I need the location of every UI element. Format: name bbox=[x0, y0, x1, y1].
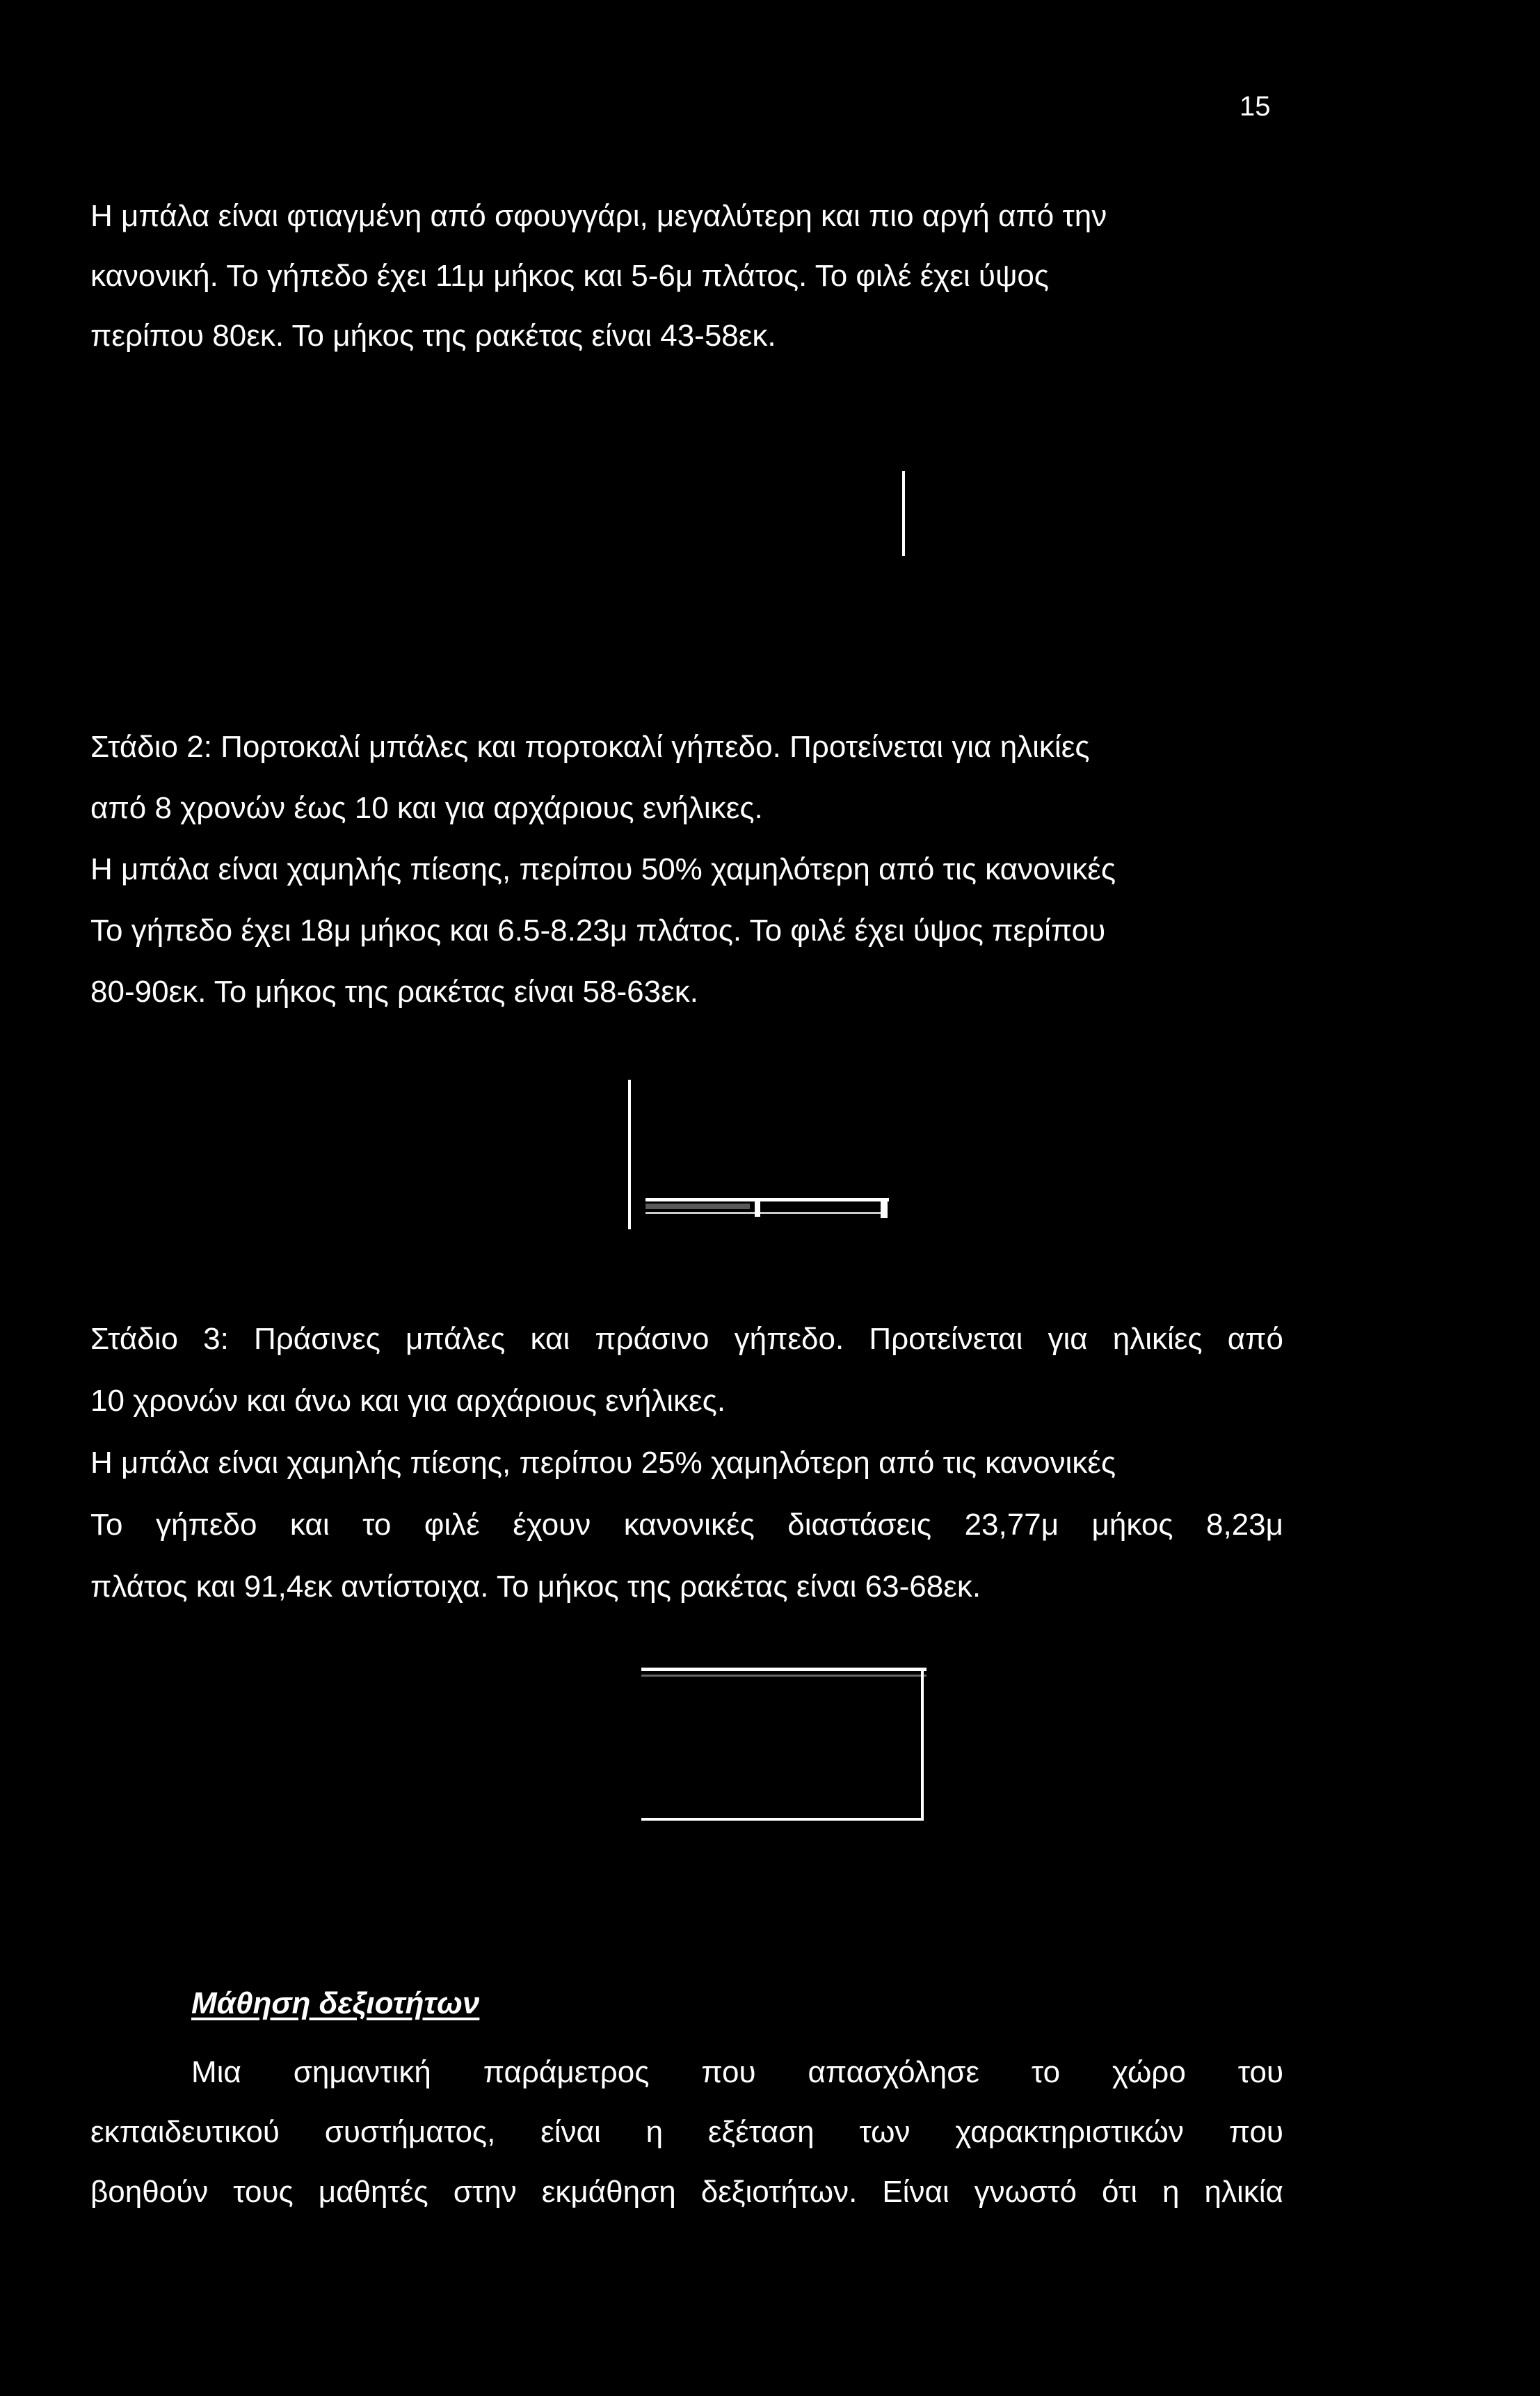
text-line: Η μπάλα είναι φτιαγμένη από σφουγγάρι, μεγαλύτερη και πιο αργή από την bbox=[90, 199, 1107, 233]
figure-line bbox=[641, 1818, 924, 1821]
text-line: Μια σημαντική παράμετρος που απασχόλησε το χώρο του bbox=[191, 2055, 1283, 2089]
text-line: 80-90εκ. Το μήκος της ρακέτας είναι 58-63εκ. bbox=[90, 975, 698, 1009]
figure-line bbox=[641, 1668, 927, 1671]
section-heading: Μάθηση δεξιοτήτων bbox=[191, 1986, 480, 2020]
text-line: εκπαιδευτικού συστήματος, είναι η εξέταση των χαρακτηριστικών που bbox=[90, 2115, 1283, 2149]
figure-line bbox=[645, 1212, 882, 1214]
text-line: Η μπάλα είναι χαμηλής πίεσης, περίπου 50% χαμηλότερη από τις κανονικές bbox=[90, 852, 1116, 886]
text-line: Στάδιο 3: Πράσινες μπάλες και πράσινο γήπεδο. Προτείνεται για ηλικίες από bbox=[90, 1322, 1283, 1356]
figure-line bbox=[755, 1201, 760, 1217]
figure-line bbox=[645, 1204, 750, 1209]
text-line: Η μπάλα είναι χαμηλής πίεσης, περίπου 25% χαμηλότερη από τις κανονικές bbox=[90, 1446, 1116, 1480]
text-line: βοηθούν τους μαθητές στην εκμάθηση δεξιοτήτων. Είναι γνωστό ότι η ηλικία bbox=[90, 2175, 1283, 2209]
stage-2-paragraph bbox=[90, 717, 1283, 1023]
figure-line bbox=[645, 1198, 889, 1201]
figure-stage-2 bbox=[619, 1071, 897, 1235]
figure-line bbox=[881, 1201, 888, 1218]
stage-3-paragraph bbox=[90, 1308, 1283, 1618]
figure-stage-3 bbox=[633, 1659, 932, 1826]
learning-paragraph bbox=[90, 2043, 1283, 2222]
stage-1-paragraph bbox=[90, 186, 1283, 366]
figure-line bbox=[921, 1668, 924, 1821]
text-line: περίπου 80εκ. Το μήκος της ρακέτας είναι 43-58εκ. bbox=[90, 319, 776, 353]
text-line: Το γήπεδο έχει 18μ μήκος και 6.5-8.23μ πλάτος. Το φιλέ έχει ύψος περίπου bbox=[90, 913, 1106, 948]
figure-line bbox=[628, 1080, 631, 1229]
figure-line bbox=[641, 1675, 927, 1677]
text-line: κανονική. Το γήπεδο έχει 11μ μήκος και 5-6μ πλάτος. Το φιλέ έχει ύψος bbox=[90, 259, 1050, 293]
text-line: Στάδιο 2: Πορτοκαλί μπάλες και πορτοκαλί γήπεδο. Προτείνεται για ηλικίες bbox=[90, 730, 1090, 764]
text-line: από 8 χρονών έως 10 και για αρχάριους ενήλικες. bbox=[90, 791, 763, 825]
text-line: 10 χρονών και άνω και για αρχάριους ενήλικες. bbox=[90, 1384, 726, 1418]
figure-stage-1 bbox=[897, 470, 911, 560]
text-line: πλάτος και 91,4εκ αντίστοιχα. Το μήκος της ρακέτας είναι 63-68εκ. bbox=[90, 1570, 981, 1604]
text-line: Το γήπεδο και το φιλέ έχουν κανονικές διαστάσεις 23,77μ μήκος 8,23μ bbox=[90, 1508, 1283, 1542]
figure-line bbox=[902, 471, 905, 556]
page-number: 15 bbox=[1240, 91, 1271, 122]
